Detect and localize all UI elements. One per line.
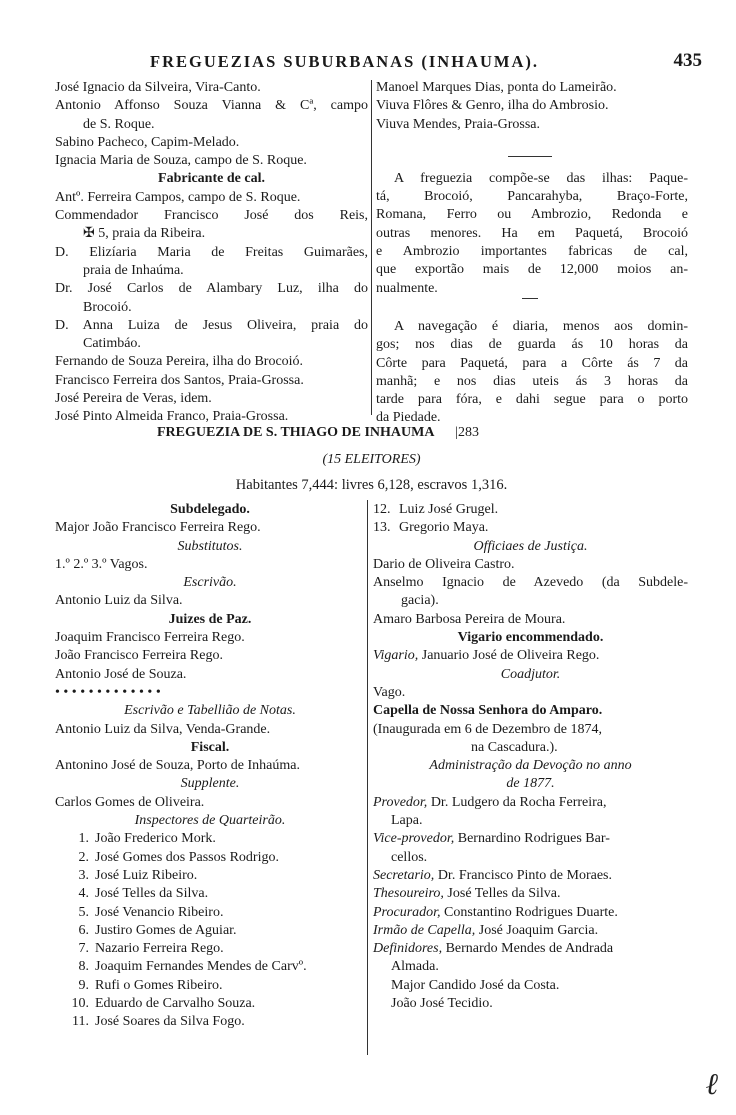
population-line [55, 476, 688, 494]
role-label: Vice-provedor, [373, 831, 455, 847]
person-name: João José Tecidio. [391, 996, 493, 1012]
directory-entry: Antonio Affonso Souza Vianna & Cª, campo [55, 98, 368, 114]
spacer [376, 298, 688, 318]
paragraph-line: A navegação é diaria, menos aos domin- [394, 318, 688, 334]
top-right-column [376, 79, 688, 428]
directory-entry: Viuva Mendes, Praia-Grossa. [376, 116, 541, 132]
role-label: Irmão de Capella, [373, 922, 476, 938]
inspector-number: 2. [78, 849, 89, 865]
inspector-number: 10. [71, 996, 89, 1012]
role-heading: Vigario encommendado. [457, 630, 604, 646]
page-header-title: FREGUEZIAS SUBURBANAS (INHAUMA). [150, 52, 539, 71]
role-heading: Escrivão. [183, 575, 237, 591]
inspector-name: Luiz José Grugel. [399, 502, 499, 517]
role-label: Thesoureiro, [373, 886, 444, 902]
top-column-divider [371, 80, 372, 415]
paragraph-line: nualmente. [376, 280, 438, 296]
person-name: José Telles da Silva. [443, 886, 561, 902]
directory-entry: Carlos Gomes de Oliveira. [55, 794, 205, 810]
role-heading: Subdelegado. [170, 502, 250, 517]
paragraph-line: tá, Brocoió, Pancarahyba, Braço-Forte, [376, 189, 688, 205]
directory-entry: Ignacia Maria de Souza, campo de S. Roque. [55, 153, 307, 169]
directory-entry: Catimbáo. [83, 336, 141, 352]
role-heading: Administração da Devoção no anno [429, 758, 632, 774]
inspector-number: 11. [72, 1014, 89, 1030]
directory-entry: ✠ 5, praia da Ribeira. [83, 226, 206, 242]
margin-handwriting: ℓ [705, 1068, 718, 1101]
paragraph-line: Côrte para Paquetá, para a Côrte ás 7 da [376, 355, 688, 371]
administration-entry [373, 904, 688, 922]
population-text: Habitantes 7,444: livres 6,128, escravos 1,316. [235, 477, 508, 493]
inspector-name: Rufi o Gomes Ribeiro. [95, 977, 223, 993]
paragraph-line: Romana, Ferro ou Ambrozio, Redonda e [376, 207, 688, 223]
electors-line [55, 451, 688, 469]
directory-entry: Antº. Ferreira Campos, campo de S. Roque. [55, 189, 301, 205]
directory-entry: D. Anna Luiza de Jesus Oliveira, praia do [55, 317, 368, 333]
inspector-number: 6. [78, 922, 89, 938]
role-heading: Inspectores de Quarteirão. [134, 813, 286, 829]
paragraph-line: tarde para fóra, e dahi segue para o porto [376, 392, 688, 408]
paragraph-line: da Piedade. [376, 410, 441, 426]
directory-entry: Anselmo Ignacio de Azevedo (da Subdele- [373, 575, 688, 591]
directory-entry: gacia). [401, 593, 439, 609]
inspector-name: Eduardo de Carvalho Souza. [95, 996, 256, 1012]
inspector-name: João Frederico Mork. [95, 831, 216, 847]
administration-entry [373, 867, 688, 885]
section-number: |283 [455, 425, 479, 440]
directory-entry: Viuva Flôres & Genro, ilha do Ambrosio. [376, 98, 609, 114]
electors-count: (15 ELEITORES) [322, 452, 421, 467]
inspector-number: 9. [78, 977, 89, 993]
role-heading: Juizes de Paz. [168, 611, 252, 627]
role-label: Procurador, [373, 904, 441, 920]
bottom-left-column [55, 501, 365, 1032]
directory-entry: Amaro Barbosa Pereira de Moura. [373, 611, 566, 627]
paragraph-line: manhã; e nos dias uteis ás 3 horas da [376, 373, 688, 389]
administration-entry [373, 977, 688, 995]
role-label: Vigario, [373, 648, 419, 664]
directory-entry: D. Elizíaria Maria de Freitas Guimarães, [55, 244, 368, 260]
person-name: Dr. Francisco Pinto de Moraes. [434, 867, 613, 883]
paragraph-line: outras menores. Ha em Paquetá, Brocoió [376, 225, 688, 241]
directory-entry: Francisco Ferreira dos Santos, Praia-Grossa. [55, 372, 304, 388]
inspector-name: José Soares da Silva Fogo. [95, 1014, 245, 1030]
directory-entry: Major João Francisco Ferreira Rego. [55, 520, 261, 536]
role-heading: de 1877. [506, 776, 555, 792]
directory-entry: Antonio José de Souza. [55, 666, 187, 682]
inspector-name: José Telles da Silva. [95, 886, 209, 902]
inspector-name: Justiro Gomes de Aguiar. [95, 922, 237, 938]
administration-entry [373, 922, 688, 940]
section-heading: Fabricante de cal. [158, 171, 265, 187]
inspector-name: Joaquim Fernandes Mendes de Carvº. [95, 959, 307, 975]
spacer [376, 134, 688, 170]
paragraph-line: gos; nos dias de guarda ás 10 horas da [376, 337, 688, 353]
inspector-row [55, 958, 365, 976]
inspector-number: 5. [78, 904, 89, 920]
inspector-name: José Gomes dos Passos Rodrigo. [95, 849, 279, 865]
inspector-name: Nazario Ferreira Rego. [95, 941, 224, 957]
directory-entry: Antonino José de Souza, Porto de Inhaúma. [55, 758, 300, 774]
role-heading: Escrivão e Tabellião de Notas. [124, 703, 296, 719]
person-name: Major Candido José da Costa. [391, 977, 560, 993]
directory-entry: Brocoió. [83, 299, 132, 315]
inspector-row [373, 501, 688, 519]
directory-entry: praia de Inhaúma. [83, 262, 184, 278]
directory-entry: João Francisco Ferreira Rego. [55, 648, 223, 664]
role-heading: Fiscal. [190, 739, 230, 755]
directory-entry: Fernando de Souza Pereira, ilha do Brocoió. [55, 354, 304, 370]
inspector-row [55, 904, 365, 922]
directory-entry: Joaquim Francisco Ferreira Rego. [55, 630, 245, 646]
directory-entry: Antonio Luiz da Silva. [55, 593, 183, 609]
inspector-row [55, 830, 365, 848]
chapel-note: (Inaugurada em 6 de Dezembro de 1874, [373, 721, 602, 737]
person-name: José Joaquim Garcia. [475, 922, 599, 938]
role-heading: Substitutos. [177, 538, 243, 554]
administration-entry [373, 995, 688, 1013]
administration-entry [373, 812, 688, 830]
directory-entry: Commendador Francisco José dos Reis, [55, 208, 368, 224]
directory-entry: 1.º 2.º 3.º Vagos. [55, 556, 148, 572]
inspector-number: 1. [78, 831, 89, 847]
bottom-right-column [373, 501, 688, 1013]
inspector-number: 12. [373, 502, 391, 517]
paragraph-line: A freguezia compõe-se das ilhas: Paque- [394, 170, 688, 186]
inspector-row [55, 995, 365, 1013]
directory-entry: José Ignacio da Silveira, Vira-Canto. [55, 80, 261, 95]
directory-entry: José Pereira de Veras, idem. [55, 391, 212, 407]
short-divider [508, 156, 552, 157]
chapel-heading: Capella de Nossa Senhora do Amparo. [373, 703, 603, 719]
directory-entry: Vago. [373, 684, 406, 700]
person-name: Bernardo Mendes de Andrada [442, 941, 614, 957]
person-name: Almada. [391, 959, 439, 975]
top-left-column [55, 79, 368, 427]
inspector-row [55, 849, 365, 867]
directory-entry: Antonio Luiz da Silva, Venda-Grande. [55, 721, 271, 737]
directory-entry: José Pinto Almeida Franco, Praia-Grossa. [55, 409, 289, 425]
paragraph-line: que exportão mais de 12,000 moios an- [376, 262, 688, 278]
administration-entry [373, 885, 688, 903]
person-name: Januario José de Oliveira Rego. [418, 648, 600, 664]
administration-entry [373, 794, 688, 812]
inspector-number: 13. [373, 520, 391, 536]
section-title-text: FREGUEZIA DE S. THIAGO DE INHAUMA [157, 425, 434, 440]
administration-entry [373, 940, 688, 958]
directory-entry: Dr. José Carlos de Alambary Luz, ilha do [55, 281, 368, 297]
inspector-row [55, 977, 365, 995]
short-divider [522, 298, 538, 299]
inspector-name: Gregorio Maya. [399, 520, 489, 536]
directory-entry: Sabino Pacheco, Capim-Melado. [55, 134, 240, 150]
person-name: Constantino Rodrigues Duarte. [440, 904, 618, 920]
directory-entry: de S. Roque. [83, 116, 155, 132]
administration-entry [373, 849, 688, 867]
ellipsis-dots: • • • • • • • • • • • • • [55, 684, 161, 700]
inspector-row [55, 922, 365, 940]
directory-entry: Dario de Oliveira Castro. [373, 556, 515, 572]
role-label: Secretario, [373, 867, 435, 883]
role-label: Definidores, [373, 941, 443, 957]
bottom-column-divider [367, 500, 368, 1055]
inspector-row [55, 867, 365, 885]
person-name: Lapa. [391, 813, 423, 829]
administration-entry [373, 958, 688, 976]
person-name: Dr. Ludgero da Rocha Ferreira, [427, 794, 607, 810]
inspector-row [55, 885, 365, 903]
inspector-name: José Venancio Ribeiro. [95, 904, 224, 920]
directory-entry: Manoel Marques Dias, ponta do Lameirão. [376, 80, 617, 95]
role-label: Provedor, [373, 794, 428, 810]
paragraph-line: e Ambrozio importantes fabricas de cal, [376, 244, 688, 260]
person-name: cellos. [391, 849, 428, 865]
inspector-row [55, 1013, 365, 1031]
inspector-row [373, 519, 688, 537]
chapel-note: na Cascadura.). [471, 739, 558, 755]
inspector-name: José Luiz Ribeiro. [95, 867, 198, 883]
role-heading: Coadjutor. [500, 666, 561, 682]
role-heading: Supplente. [180, 776, 240, 792]
inspector-number: 4. [78, 886, 89, 902]
running-header [40, 50, 730, 78]
page-number: 435 [673, 50, 702, 71]
role-heading: Officiaes de Justiça. [473, 538, 588, 554]
inspector-row [55, 940, 365, 958]
administration-entry [373, 830, 688, 848]
person-name: Bernardino Rodrigues Bar- [454, 831, 610, 847]
inspector-number: 7. [78, 941, 89, 957]
inspector-number: 8. [78, 959, 89, 975]
vigario-entry [373, 647, 688, 665]
section-title [157, 425, 479, 441]
inspector-number: 3. [78, 867, 89, 883]
